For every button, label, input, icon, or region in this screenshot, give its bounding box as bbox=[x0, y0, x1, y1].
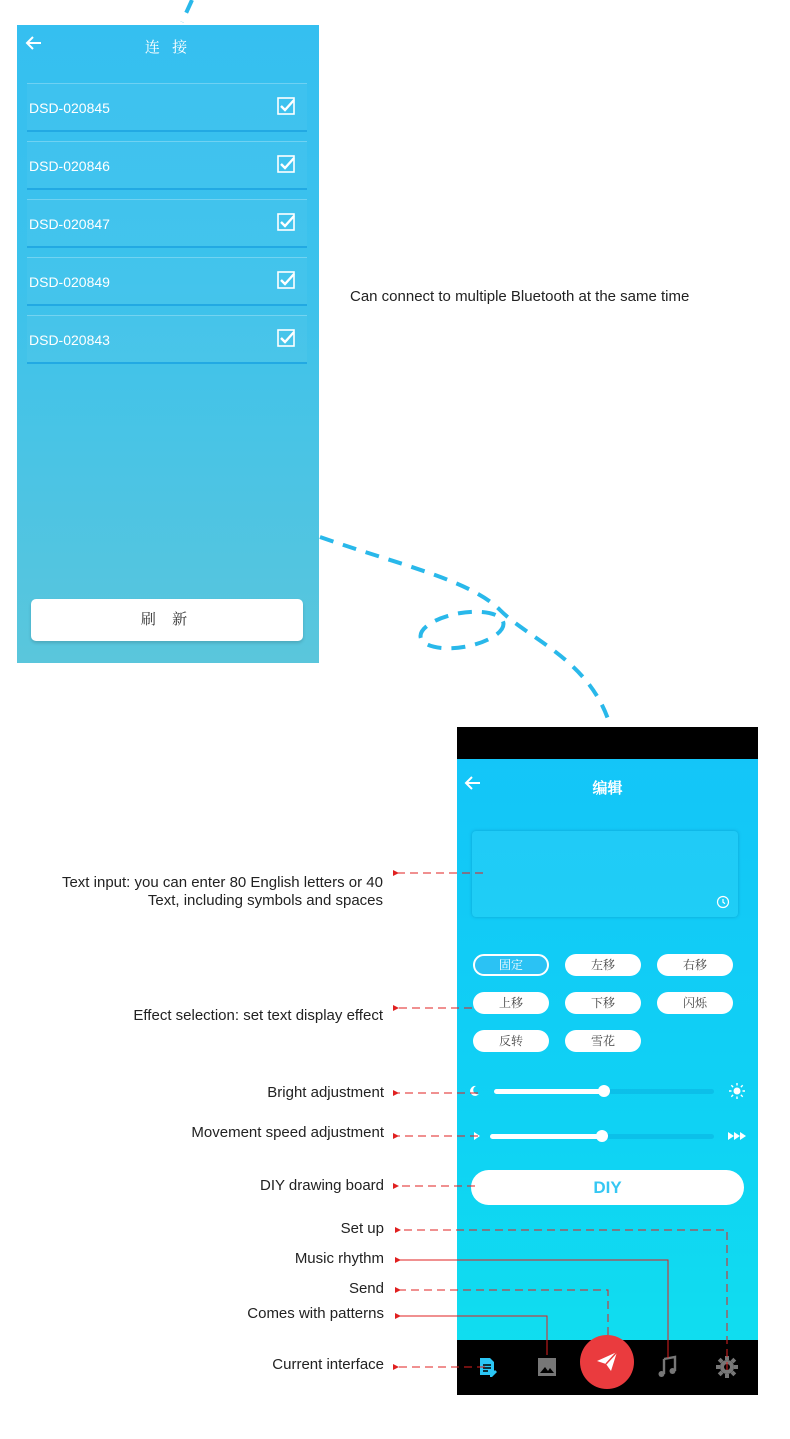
send-icon bbox=[595, 1350, 619, 1374]
effect-button[interactable]: 上移 bbox=[473, 992, 549, 1014]
device-name: DSD-020847 bbox=[29, 216, 110, 232]
checkbox-checked-icon[interactable] bbox=[277, 213, 295, 231]
slow-icon bbox=[473, 1132, 481, 1140]
connect-header bbox=[17, 25, 319, 70]
effect-button[interactable]: 固定 bbox=[473, 954, 549, 976]
effect-button[interactable]: 雪花 bbox=[565, 1030, 641, 1052]
speed-thumb[interactable] bbox=[596, 1130, 608, 1142]
clock-icon[interactable] bbox=[716, 895, 730, 909]
device-row[interactable] bbox=[27, 199, 307, 248]
multi-connect-note: Can connect to multiple Bluetooth at the same time bbox=[350, 288, 690, 305]
speed-track[interactable] bbox=[490, 1134, 714, 1139]
brightness-fill bbox=[494, 1089, 604, 1094]
status-bar bbox=[457, 727, 758, 759]
effect-button[interactable]: 下移 bbox=[565, 992, 641, 1014]
moon-icon bbox=[467, 1084, 481, 1098]
annotation-bright: Bright adjustment bbox=[267, 1084, 384, 1101]
edit-screen bbox=[457, 727, 758, 1395]
annotation-music: Music rhythm bbox=[294, 1250, 384, 1267]
gear-icon[interactable] bbox=[715, 1355, 739, 1379]
annotation-send: Send bbox=[348, 1280, 384, 1297]
send-button[interactable] bbox=[580, 1335, 634, 1389]
image-icon[interactable] bbox=[535, 1355, 559, 1379]
checkbox-checked-icon[interactable] bbox=[277, 329, 295, 347]
device-row[interactable] bbox=[27, 257, 307, 306]
device-name: DSD-020845 bbox=[29, 100, 110, 116]
connect-screen bbox=[17, 25, 319, 663]
annotation-text-input-line1: Text input: you can enter 80 English letters or 40 bbox=[61, 874, 383, 891]
annotation-effect-selection: Effect selection: set text display effect bbox=[133, 1007, 383, 1024]
brightness-thumb[interactable] bbox=[598, 1085, 610, 1097]
device-row[interactable] bbox=[27, 315, 307, 364]
annotation-diy: DIY drawing board bbox=[260, 1177, 384, 1194]
bottom-tab-bar bbox=[457, 1340, 758, 1395]
edit-text-icon[interactable] bbox=[475, 1355, 499, 1379]
sun-icon bbox=[729, 1083, 745, 1099]
page-title: 连 接 bbox=[144, 39, 192, 56]
annotation-text-input-line2: Text, including symbols and spaces bbox=[147, 892, 383, 909]
refresh-button[interactable]: 刷 新 bbox=[31, 599, 303, 641]
annotation-setup: Set up bbox=[340, 1220, 384, 1237]
checkbox-checked-icon[interactable] bbox=[277, 155, 295, 173]
device-name: DSD-020849 bbox=[29, 274, 110, 290]
brightness-track[interactable] bbox=[494, 1089, 714, 1094]
device-row[interactable] bbox=[27, 83, 307, 132]
checkbox-checked-icon[interactable] bbox=[277, 97, 295, 115]
checkbox-checked-icon[interactable] bbox=[277, 271, 295, 289]
effect-button[interactable]: 反转 bbox=[473, 1030, 549, 1052]
annotation-current: Current interface bbox=[272, 1356, 384, 1373]
device-name: DSD-020846 bbox=[29, 158, 110, 174]
effect-button[interactable]: 右移 bbox=[657, 954, 733, 976]
diy-button[interactable]: DIY bbox=[471, 1170, 744, 1205]
speed-fill bbox=[490, 1134, 602, 1139]
annotation-speed: Movement speed adjustment bbox=[191, 1124, 384, 1141]
device-row[interactable] bbox=[27, 141, 307, 190]
fast-forward-icon bbox=[728, 1132, 746, 1140]
music-note-icon[interactable] bbox=[655, 1355, 679, 1379]
effect-button[interactable]: 左移 bbox=[565, 954, 641, 976]
text-input[interactable] bbox=[472, 831, 738, 917]
page-title: 编辑 bbox=[592, 780, 623, 797]
device-name: DSD-020843 bbox=[29, 332, 110, 348]
effect-button[interactable]: 闪烁 bbox=[657, 992, 733, 1014]
annotation-patterns: Comes with patterns bbox=[247, 1305, 384, 1322]
